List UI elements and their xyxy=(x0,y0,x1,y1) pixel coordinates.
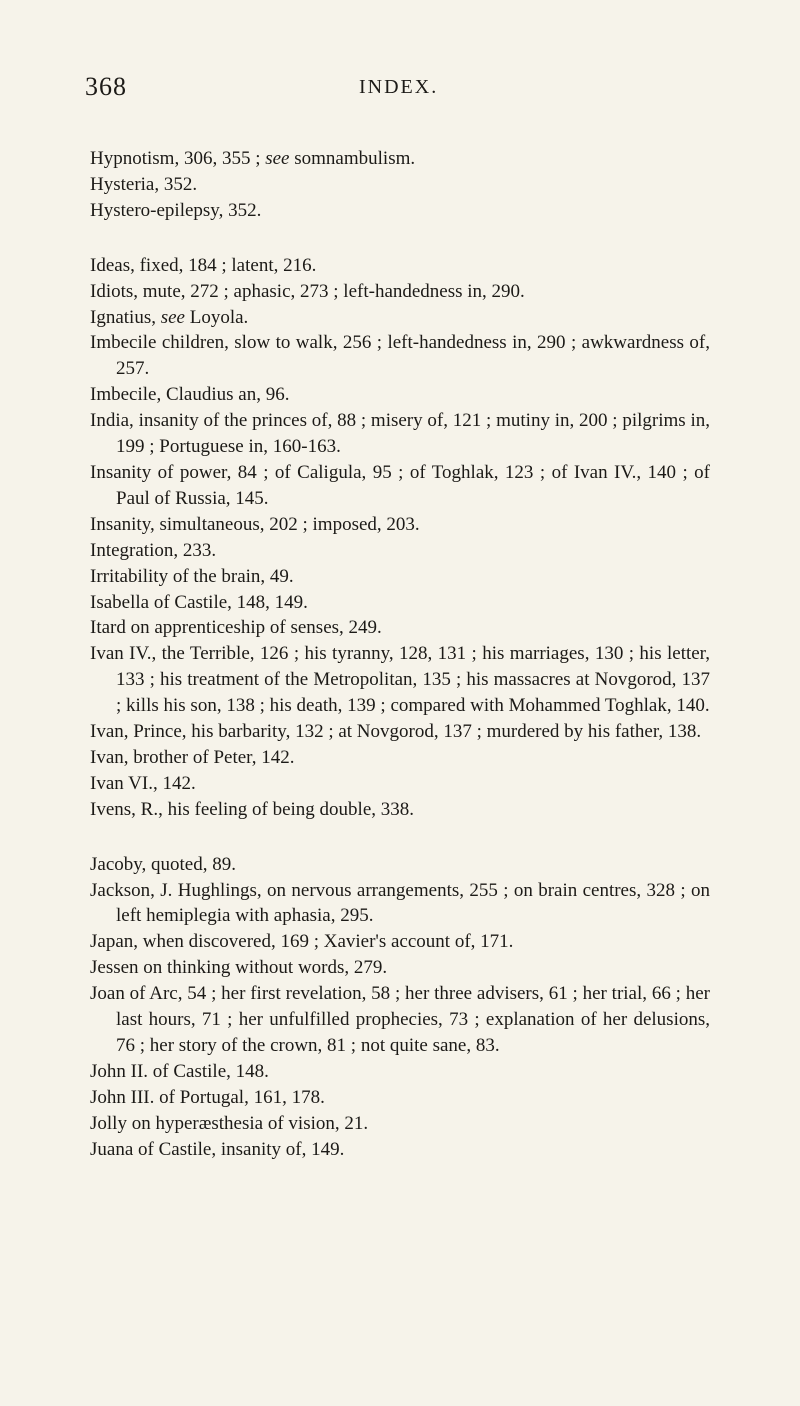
index-entry: Juana of Castile, insanity of, 149. xyxy=(90,1138,345,1160)
index-entry: Idiots, mute, 272 ; aphasic, 273 ; left-handedness in, 290. xyxy=(90,280,525,302)
index-entry: Jessen on thinking without words, 279. xyxy=(90,957,388,979)
index-entry: Ivan, brother of Peter, 142. xyxy=(90,746,295,768)
index-entry: Jacoby, quoted, 89. xyxy=(90,853,236,875)
index-entry: Hypnotism, 306, 355 ; see somnambulism. xyxy=(90,148,416,169)
index-entry: Ivan, Prince, his barbarity, 132 ; at Novgorod, 137 ; murdered by his father, 138. xyxy=(90,721,702,743)
index-entry: Imbecile children, slow to walk, 256 ; left-handedness in, 290 ; awkwardness of, 257. xyxy=(90,332,710,380)
index-entry: Insanity, simultaneous, 202 ; imposed, 203. xyxy=(90,513,420,535)
index-entry: Ideas, fixed, 184 ; latent, 216. xyxy=(90,254,317,276)
index-entry: Integration, 233. xyxy=(90,539,217,561)
index-entry: Joan of Arc, 54 ; her first revelation, 58 ; her three advisers, 61 ; her trial, 66 ; her last hours, 71 ; her unfulfilled prophecies, 73 ; explanation of her delusions, 76 ; her story of the crown, 81 ; not quite sane, 83. xyxy=(90,983,710,1056)
index-entry: Jackson, J. Hughlings, on nervous arrangements, 255 ; on brain centres, 328 ; on left hemiplegia with aphasia, 295. xyxy=(90,879,710,927)
index-entry: Ivan IV., the Terrible, 126 ; his tyranny, 128, 131 ; his marriages, 130 ; his letter, 133 ; his treatment of the Metropolitan, 135 ; his massacres at Novgorod, 137 ; kills his son, 138 ; his death, 139 ; compared with Mohammed Toghlak, 140. xyxy=(90,643,710,717)
page-number: 368 xyxy=(85,72,127,101)
index-entry: Ignatius, see Loyola. xyxy=(90,306,249,328)
index-entries xyxy=(90,146,710,1163)
index-entry: Japan, when discovered, 169 ; Xavier's account of, 171. xyxy=(90,931,514,953)
index-entry: Isabella of Castile, 148, 149. xyxy=(90,591,308,613)
index-entry: Jolly on hyperæsthesia of vision, 21. xyxy=(90,1112,369,1134)
index-section-j xyxy=(90,852,710,1163)
index-entry: India, insanity of the princes of, 88 ; misery of, 121 ; mutiny in, 200 ; pilgrims in, 199 ; Portuguese in, 160-163. xyxy=(90,410,710,458)
index-entry: Imbecile, Claudius an, 96. xyxy=(90,384,290,406)
running-title: INDEX. xyxy=(359,76,439,98)
page-header xyxy=(85,72,725,106)
index-entry: Ivens, R., his feeling of being double, 338. xyxy=(90,798,415,820)
index-entry: Itard on apprenticeship of senses, 249. xyxy=(90,617,382,639)
index-entry: John III. of Portugal, 161, 178. xyxy=(90,1086,325,1108)
index-entry: Ivan VI., 142. xyxy=(90,772,196,794)
index-section-h xyxy=(90,146,710,224)
index-entry: John II. of Castile, 148. xyxy=(90,1060,269,1082)
index-section-i xyxy=(90,253,710,823)
index-entry: Hystero-epilepsy, 352. xyxy=(90,199,262,221)
index-entry: Hysteria, 352. xyxy=(90,173,198,195)
index-entry: Irritability of the brain, 49. xyxy=(90,565,294,587)
index-entry: Insanity of power, 84 ; of Caligula, 95 ; of Toghlak, 123 ; of Ivan IV., 140 ; of Paul of Russia, 145. xyxy=(90,461,710,509)
